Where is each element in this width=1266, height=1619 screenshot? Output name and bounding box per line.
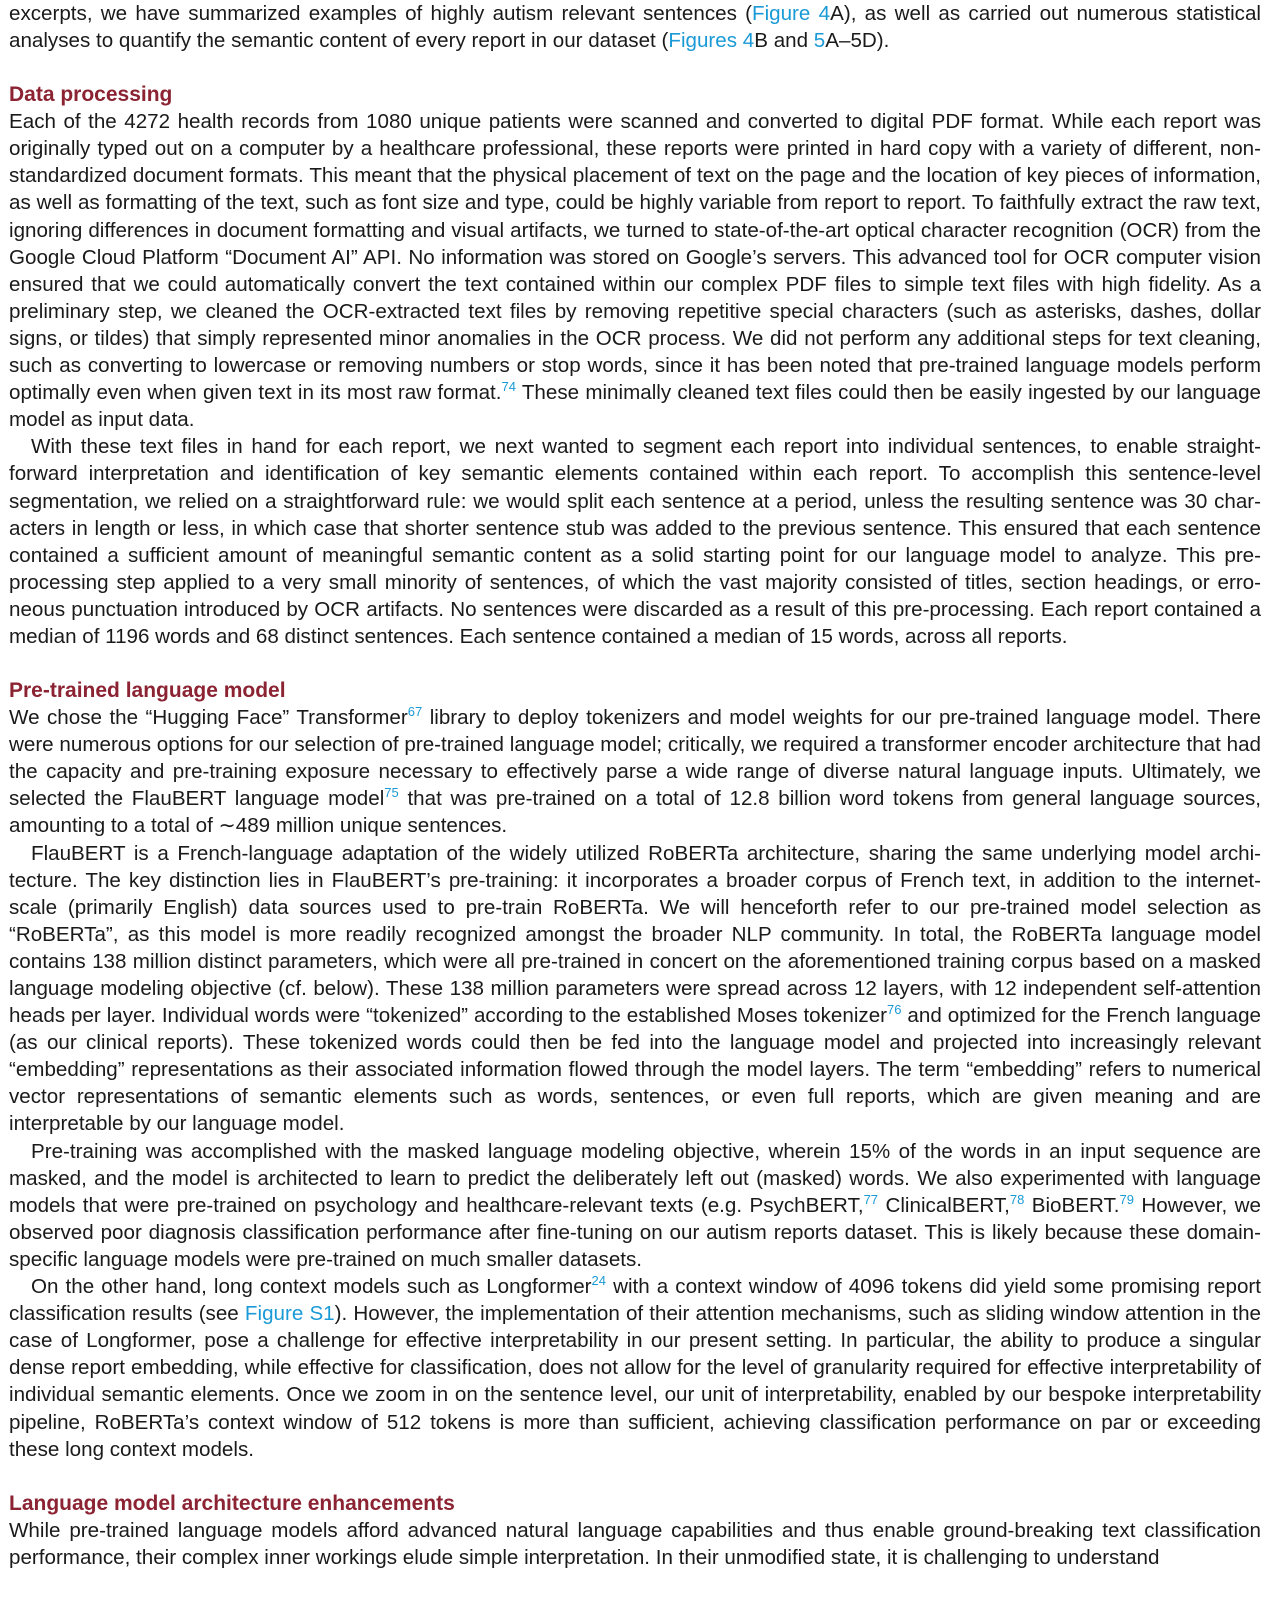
pretrained-paragraph-1 xyxy=(9,704,1261,839)
architecture-heading: Language model architecture enhancements xyxy=(9,1491,455,1515)
dp-p1-text-2: These minimally cleaned text files could then be easily ingested by our language model as input data. xyxy=(9,381,1261,432)
intro-text-2: A), as well as carried out numerous statistical analyses to quantify the semantic content of every report in our dataset ( xyxy=(9,2,1261,53)
dp-p1-text-1: Each of the 4272 health records from 1080 unique patients were scanned and converted to digital PDF format. While each report was originally typed out on a computer by a healthcare professional, these reports were printed in hard copy with a variety of different, non-standardized document formats. This meant that the physical placement of text on the page and the location of key pieces of information, as well as formatting of the text, such as font size and type, could be highly variable from report to report. To faithfully extract the raw text, ignoring differences in document formatting and visual artifacts, we turned to state-of-the-art optical character recognition (OCR) from the Google Cloud Platform “Document AI” API. No information was stored on Google’s servers. This advanced tool for OCR computer vision ensured that we could automatically convert the text contained within our complex PDF files to simple text files with high fidelity. As a preliminary step, we cleaned the OCR-extracted text files by removing repetitive special characters (such as asterisks, dashes, dollar signs, or tildes) that simply represented minor anomalies in the OCR process. We did not perform any additional steps for text cleaning, such as converting to lowercase or removing numbers or stop words, since it has been noted that pre-trained language models perform optimally even when given text in its most raw format. xyxy=(9,110,1261,405)
pt-p1-text-1: We chose the “Hugging Face” Transformer xyxy=(9,706,408,730)
pt-p1-text-3: that was pre-trained on a total of 12.8 billion word tokens from general language sources, amounting to a total of ∼489 million unique sentences. xyxy=(9,787,1262,838)
section-gap xyxy=(9,54,1261,81)
citation-79[interactable]: 79 xyxy=(1119,1191,1134,1207)
pt-p3-text-2: ClinicalBERT, xyxy=(878,1193,1010,1217)
pretrained-paragraph-4 xyxy=(9,1273,1261,1463)
data-processing-heading: Data processing xyxy=(9,83,173,107)
citation-24[interactable]: 24 xyxy=(591,1273,606,1289)
article-page xyxy=(9,0,1261,1571)
citation-74[interactable]: 74 xyxy=(501,379,516,395)
figure-5-link[interactable]: 5 xyxy=(813,29,826,53)
citation-76[interactable]: 76 xyxy=(887,1002,902,1018)
pretrained-paragraph-2 xyxy=(9,840,1261,1138)
pt-p1-text-2: library to deploy tokenizers and model weights for our pre-trained language model. There were numerous options for our selection of pre-trained language model; critically, we required a transformer encoder architecture that had the capacity and pre-training exposure necessary to effectively parse a wide range of diverse natural language inputs. Ultimately, we selected the FlauBERT language model xyxy=(9,706,1261,811)
pt-p4-text-1: On the other hand, long context models such as Longformer xyxy=(31,1275,592,1299)
pt-p2-text-1: FlauBERT is a French-language adaptation of the widely utilized RoBERTa architecture, sharing the same underlying model architecture. The key distinction lies in FlauBERT’s pre-training: it incorporates a broader corpus of French text, in addition to the internet-scale (primarily English) data sources used to pre-train RoBERTa. We will henceforth refer to our pre-trained model selection as “RoBERTa”, as this model is more readily recognized amongst the broader NLP community. In total, the RoBERTa language model contains 138 million distinct parameters, which were all pre-trained in concert on the aforementioned training corpus based on a masked language modeling objective (cf. below). These 138 million parameters were spread across 12 layers, with 12 independent self-attention heads per layer. Individual words were “tokenized” according to the established Moses tokenizer xyxy=(9,841,1261,1028)
citation-67[interactable]: 67 xyxy=(407,704,423,720)
pt-p3-text-4: However, we observed poor diagnosis classification performance after fine-tuning on our autism reports dataset. This is likely because these domain-specific language models were pre-trained on much smaller datasets. xyxy=(9,1193,1261,1271)
intro-text-3: B and xyxy=(754,29,814,53)
pretrained-model-heading: Pre-trained language model xyxy=(9,679,286,703)
section-gap xyxy=(9,1463,1261,1490)
section-gap xyxy=(9,650,1261,677)
pt-p4-text-2: with a context window of 4096 tokens did yield some promising report classification results (see xyxy=(9,1275,1261,1326)
citation-75[interactable]: 75 xyxy=(384,785,399,801)
architecture-paragraph-1: While pre-trained language models afford advanced natural language capabilities and thus enable ground-breaking text classification performance, their complex inner workings elude simple interpretation. In their unmodified state, it is challenging to understand xyxy=(9,1518,1261,1569)
pt-p4-text-3: ). However, the implementation of their attention mechanisms, such as sliding window attention in the case of Longformer, pose a challenge for effective interpretability in our present setting. In particular, the ability to produce a singular dense report embedding, while effective for classification, does not allow for the level of granularity required for effective interpretability of individual semantic elements. Once we zoom in on the sentence level, our unit of interpretability, enabled by our bespoke interpretability pipeline, RoBERTa’s context window of 512 tokens is more than sufficient, achieving classification performance on par or exceeding these long context models. xyxy=(9,1302,1261,1461)
pretrained-paragraph-3 xyxy=(9,1138,1261,1273)
data-processing-paragraph-2: With these text files in hand for each report, we next wanted to segment each report into individual sentences, to enable straightforward interpretation and identification of key semantic elements contained within each report. To accomplish this sentence-level segmentation, we relied on a straightforward rule: we would split each sentence at a period, unless the resulting sentence was 30 characters in length or less, in which case that shorter sentence stub was added to the previous sentence. This ensured that each sentence contained a sufficient amount of meaningful semantic content as a solid starting point for our language model to analyze. This preprocessing step applied to a very small minority of sentences, of which the vast majority consisted of titles, section headings, or erroneous punctuation introduced by OCR artifacts. No sentences were discarded as a result of this pre-processing. Each report contained a median of 1196 words and 68 distinct sentences. Each sentence contained a median of 15 words, across all reports. xyxy=(9,435,1261,648)
intro-text-1: excerpts, we have summarized examples of highly autism relevant sentences ( xyxy=(9,2,752,25)
citation-78[interactable]: 78 xyxy=(1009,1191,1025,1207)
intro-paragraph xyxy=(9,0,1261,54)
pt-p3-text-1: Pre-training was accomplished with the masked language modeling objective, wherein 15% of the words in an input sequence are masked, and the model is architected to learn to predict the deliberately left out (masked) words. We also experimented with language models that were pre-trained on psychology and healthcare-relevant texts (e.g. PsychBERT, xyxy=(9,1139,1261,1217)
figure-s1-link[interactable]: Figure S1 xyxy=(244,1302,335,1326)
data-processing-paragraph-1 xyxy=(9,108,1261,433)
pt-p2-text-2: and optimized for the French language (as our clinical reports). These tokenized words could then be fed into the language model and projected into increasingly relevant “embedding” representations as their associated information flowed through the model layers. The term “embedding” refers to numerical vector representations of semantic elements such as words, sentences, or even full reports, which are given meaning and are interpretable by our language model. xyxy=(9,1004,1261,1136)
citation-77[interactable]: 77 xyxy=(863,1191,879,1207)
figures-4b-link[interactable]: Figures 4 xyxy=(668,29,755,53)
figure-4a-link[interactable]: Figure 4 xyxy=(752,2,831,25)
intro-text-4: A–5D). xyxy=(825,29,890,53)
pt-p3-text-3: BioBERT. xyxy=(1024,1193,1120,1217)
